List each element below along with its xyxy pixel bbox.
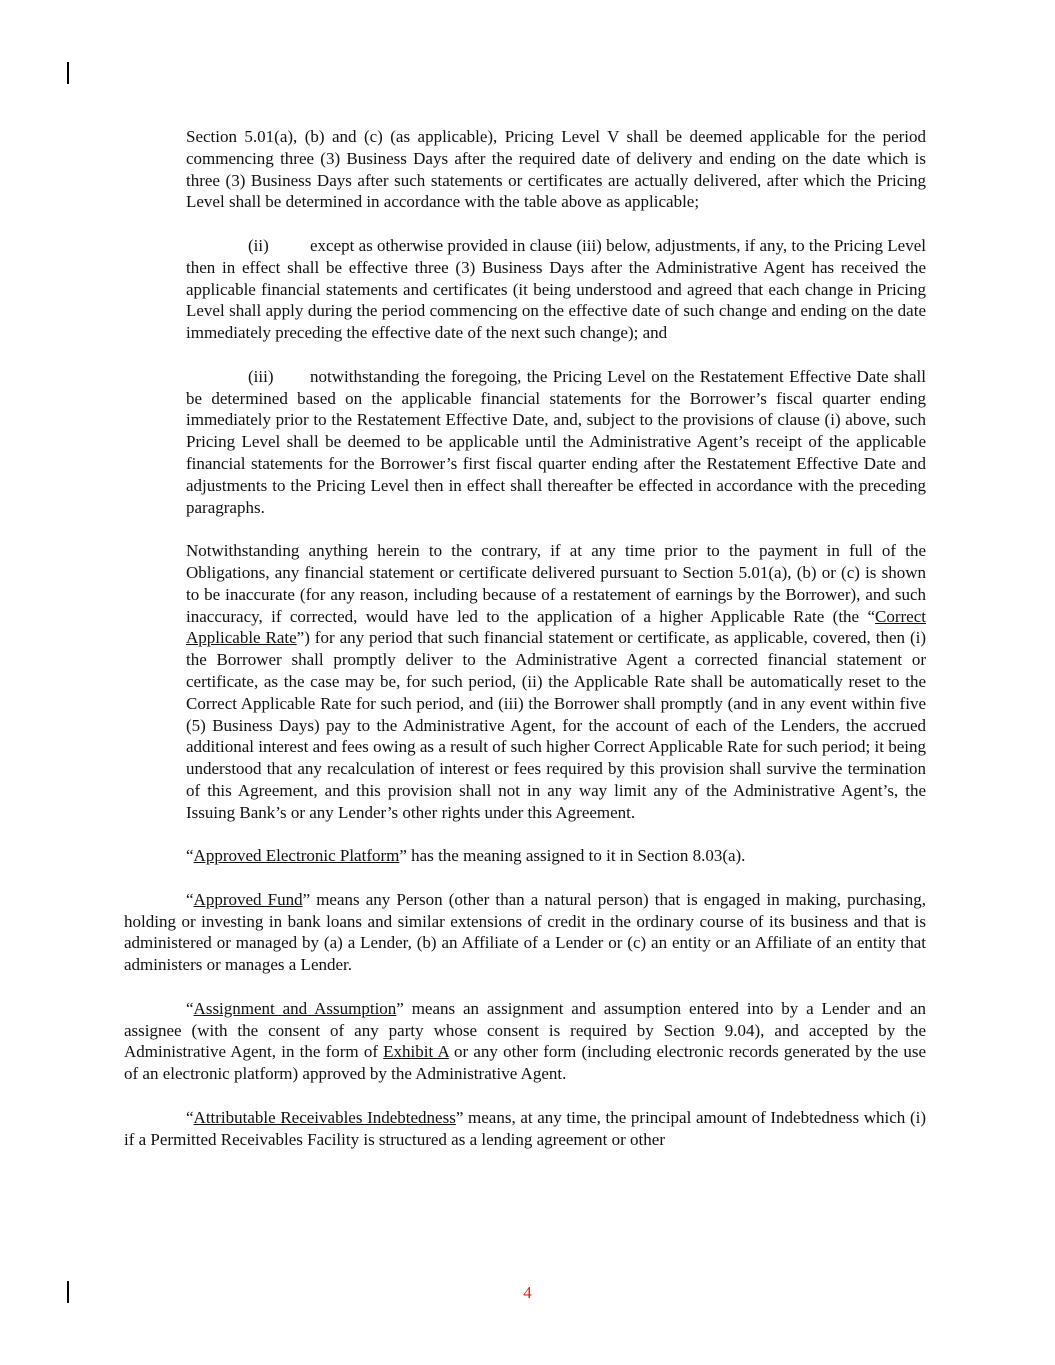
notwithstanding-paragraph (186, 540, 926, 823)
change-bar-top (67, 62, 69, 84)
pricing-level-continuation-paragraph: Section 5.01(a), (b) and (c) (as applicable), Pricing Level V shall be deemed applicable for the period commencing three (3) Business Days after the required date of delivery and ending on the date which is three (3) Business Days after such statements or certificates are actually delivered, after which the Pricing Level shall be determined in accordance with the table above as applicable; (186, 127, 926, 212)
exhibit-reference: Exhibit A (383, 1042, 449, 1062)
clause-ii-paragraph (186, 235, 926, 344)
clause-text: notwithstanding the foregoing, the Pricing Level on the Restatement Effective Date shall be determined based on the applicable financial statements for the Borrower’s fiscal quarter ending immediately prior to the Restatement Effective Date, and, subject to the provisions of clause (i) above, such Pricing Level shall be deemed to be applicable until the Administrative Agent’s receipt of the applicable financial statements for the Borrower’s first fiscal quarter ending after the Restatement Effective Date and adjustments to the Pricing Level then in effect shall thereafter be effected in accordance with the preceding paragraphs. (186, 366, 926, 517)
definition-text: ” has the meaning assigned to it in Section 8.03(a). (399, 846, 746, 866)
definition-approved-fund (124, 889, 926, 976)
defined-term: Approved Fund (193, 889, 303, 909)
page-number: 4 (523, 1283, 532, 1302)
defined-term: Approved Electronic Platform (193, 846, 400, 866)
clause-number: (iii) (248, 366, 274, 386)
defined-term: Assignment and Assumption (193, 998, 397, 1018)
clause-number: (ii) (248, 235, 269, 255)
clause-iii-paragraph (186, 366, 926, 519)
definition-attributable-receivables-indebtedness (124, 1107, 926, 1151)
definition-text: ” means an assignment and assumption entered into by a Lender and an assignee (with the consent of any party whose consent is required by Section 9.04), and accepted by the Administrative Agent, in the form of (124, 998, 926, 1062)
open-quote: “ (186, 846, 194, 866)
document-page (124, 126, 926, 1150)
open-quote: “ (186, 998, 194, 1018)
defined-term: Attributable Receivables Indebtedness (193, 1107, 456, 1127)
paragraph-text: Notwithstanding anything herein to the contrary, if at any time prior to the payment in full of the Obligations, any financial statement or certificate delivered pursuant to Section 5.01(a), (b) or (c) is shown to be inaccurate (for any reason, including because of a restatement of earnings by the Borrower), and such inaccuracy, if corrected, would have led to the application of a higher Applicable Rate (the “ (186, 541, 926, 626)
paragraph-text: ”) for any period that such financial statement or certificate, as applicable, covered, then (i) the Borrower shall promptly deliver to the Administrative Agent a corrected financial statement or certificate, as the case may be, for such period, (ii) the Applicable Rate shall be automatically reset to the Correct Applicable Rate for such period, and (iii) the Borrower shall promptly (and in any event within five (5) Business Days) pay to the Administrative Agent, for the account of each of the Lenders, the accrued additional interest and fees owing as a result of such higher Correct Applicable Rate for such period; it being understood that any recalculation of interest or fees required by this provision shall survive the termination of this Agreement, and this provision shall not in any way limit any of the Administrative Agent’s, the Issuing Bank’s or any Lender’s other rights under this Agreement. (186, 628, 926, 822)
definition-approved-electronic-platform (124, 845, 926, 867)
open-quote: “ (186, 889, 194, 909)
definition-text: or any other form (including electronic records generated by the use of an electronic platform) approved by the Administrative Agent. (124, 1042, 926, 1084)
definition-assignment-and-assumption (124, 998, 926, 1085)
definition-text: ” means any Person (other than a natural person) that is engaged in making, purchasing, holding or investing in bank loans and similar extensions of credit in the ordinary course of its business and that is administered or managed by (a) a Lender, (b) an Affiliate of a Lender or (c) an entity or an Affiliate of an entity that administers or manages a Lender. (124, 889, 926, 975)
clause-text: except as otherwise provided in clause (iii) below, adjustments, if any, to the Pricing Level then in effect shall be effective three (3) Business Days after the Administrative Agent has received the applicable financial statements and certificates (it being understood and agreed that each change in Pricing Level shall apply during the period commencing on the effective date of such change and ending on the date immediately preceding the effective date of the next such change); and (186, 235, 926, 343)
defined-term-correct-applicable-rate: Correct Applicable Rate (186, 606, 926, 648)
definition-text: ” means, at any time, the principal amount of Indebtedness which (i) if a Permitted Receivables Facility is structured as a lending agreement or other (124, 1107, 926, 1149)
open-quote: “ (186, 1107, 194, 1127)
